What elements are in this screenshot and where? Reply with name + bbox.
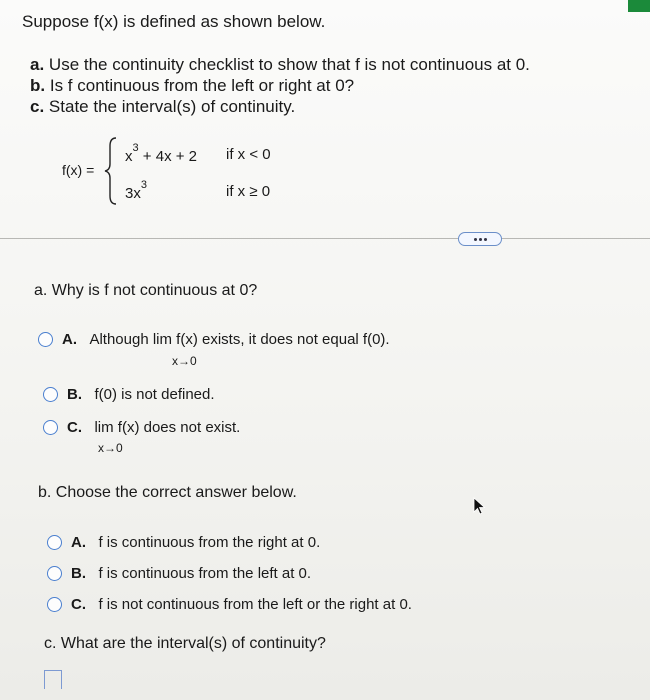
problem-part-a: a. Use the continuity checklist to show that f is not continuous at 0. bbox=[30, 55, 530, 74]
more-options-button[interactable] bbox=[458, 232, 502, 246]
piece2-condition: if x ≥ 0 bbox=[226, 183, 271, 200]
question-a-option-a[interactable]: A. Although lim f(x) exists, it does not equal f(0). bbox=[62, 331, 390, 348]
mouse-cursor-icon bbox=[472, 497, 486, 515]
question-b-option-a-radio[interactable] bbox=[47, 535, 62, 550]
question-a-option-c-limit-subscript: x→0 bbox=[98, 441, 123, 455]
piecewise-brace bbox=[104, 136, 118, 206]
dot-icon bbox=[474, 238, 477, 241]
piece1-condition: if x < 0 bbox=[226, 146, 271, 163]
question-b-option-c[interactable]: C. f is not continuous from the left or the right at 0. bbox=[71, 596, 412, 613]
problem-intro: Suppose f(x) is defined as shown below. bbox=[22, 12, 326, 31]
dot-icon bbox=[484, 238, 487, 241]
question-a-option-a-limit-subscript: x→0 bbox=[172, 354, 197, 368]
problem-part-c: c. State the interval(s) of continuity. bbox=[30, 97, 296, 116]
question-b-option-b-radio[interactable] bbox=[47, 566, 62, 581]
question-a-option-b-radio[interactable] bbox=[43, 387, 58, 402]
problem-part-b: b. Is f continuous from the left or right at 0? bbox=[30, 76, 355, 95]
question-a-option-c-radio[interactable] bbox=[43, 420, 58, 435]
piece2-expression: $3x^3$ bbox=[125, 179, 147, 202]
interval-answer-input[interactable] bbox=[44, 670, 62, 689]
question-b-prompt: b. Choose the correct answer below. bbox=[38, 484, 297, 501]
dot-icon bbox=[479, 238, 482, 241]
question-c-prompt: c. What are the interval(s) of continuity? bbox=[44, 635, 326, 652]
question-b-option-c-radio[interactable] bbox=[47, 597, 62, 612]
question-a-option-c[interactable]: C. lim f(x) does not exist. bbox=[67, 419, 241, 436]
function-label: f(x) = bbox=[62, 162, 95, 178]
question-a-option-a-radio[interactable] bbox=[38, 332, 53, 347]
piece1-expression: $x^3 + 4x + 2$ bbox=[125, 142, 198, 165]
question-b-option-a[interactable]: A. f is continuous from the right at 0. bbox=[71, 534, 321, 551]
section-divider bbox=[0, 238, 650, 239]
question-a-option-b[interactable]: B. f(0) is not defined. bbox=[67, 386, 215, 403]
question-b-option-b[interactable]: B. f is continuous from the left at 0. bbox=[71, 565, 312, 582]
question-a-prompt: a. Why is f not continuous at 0? bbox=[34, 282, 258, 299]
header-accent-bar bbox=[628, 0, 650, 12]
